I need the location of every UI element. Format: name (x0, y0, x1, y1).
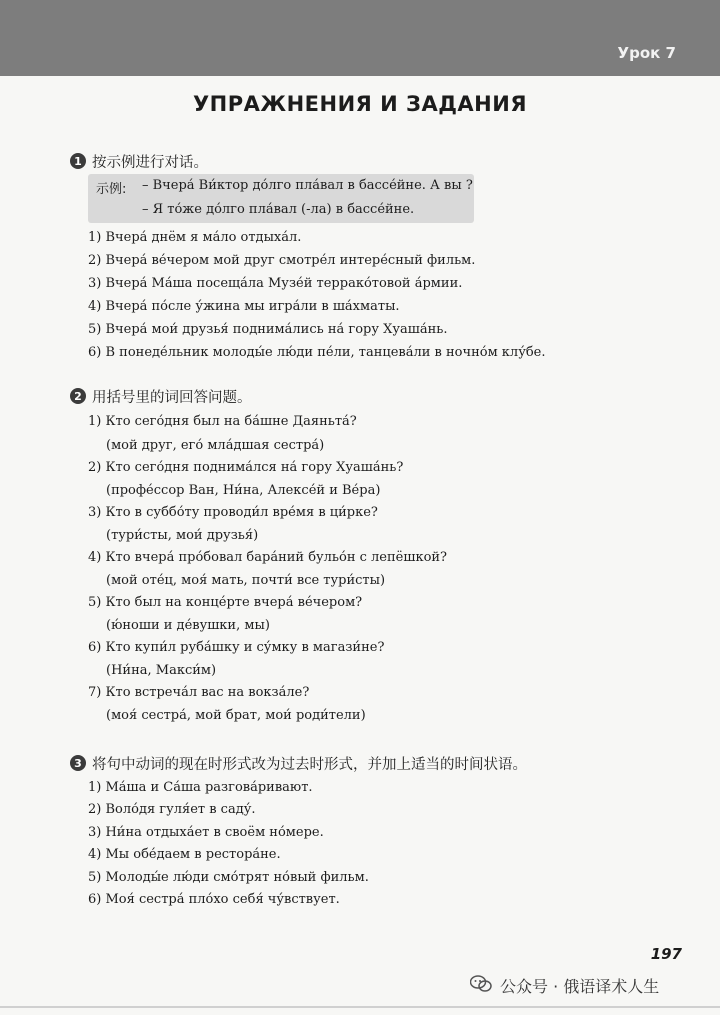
exercise-1-item: 1) Вчера́ днём я ма́ло отдыха́л. (88, 230, 302, 245)
exercise-instruction: 将句中动词的现在时形式改为过去时形式，并加上适当的时间状语。 (92, 756, 527, 773)
exercise-number-badge: 2 (70, 388, 86, 404)
exercise-3-item: 4) Мы обе́даем в рестора́не. (88, 847, 281, 862)
exercise-instruction: 按示例进行对话。 (92, 154, 208, 171)
exercise-3-item: 6) Моя́ сестра́ пло́хо себя́ чу́вствует. (88, 892, 340, 907)
exercise-1-item: 5) Вчера́ мои́ друзья́ поднима́лись на́ гору Хуаша́нь. (88, 322, 448, 337)
page-title: УПРАЖНЕНИЯ И ЗАДАНИЯ (192, 92, 527, 116)
exercise-3-item: 3) Ни́на отдыха́ет в своём но́мере. (88, 825, 324, 840)
page-number: 197 (650, 945, 682, 963)
exercise-2-answer: (Ни́на, Макси́м) (106, 663, 217, 678)
exercise-2-question: 7) Кто встреча́л вас на вокза́ле? (88, 685, 310, 700)
exercise-1-item: 3) Вчера́ Ма́ша посеща́ла Музе́й террако́товой а́рмии. (88, 276, 463, 291)
exercise-3-item: 1) Ма́ша и Са́ша разгова́ривают. (88, 780, 313, 795)
exercise-instruction: 用括号里的词回答问题。 (92, 389, 252, 406)
bottom-divider (0, 1006, 720, 1008)
exercise-number-badge: 1 (70, 153, 86, 169)
exercise-2-question: 3) Кто в суббо́ту проводи́л вре́мя в ци́рке? (88, 505, 378, 520)
wechat-icon (470, 975, 492, 997)
watermark-text: 公众号 · 俄语译术人生 (500, 977, 660, 996)
example-label: 示例: (96, 182, 127, 197)
example-line-2: – Я то́же до́лго пла́вал (-ла) в бассе́йне. (142, 202, 415, 217)
exercise-3-item: 5) Молоды́е лю́ди смо́трят но́вый фильм. (88, 870, 369, 885)
exercise-1-item: 2) Вчера́ ве́чером мой друг смотре́л интере́сный фильм. (88, 253, 476, 268)
exercise-2-question: 5) Кто был на конце́рте вчера́ ве́чером? (88, 595, 363, 610)
exercise-2-answer: (тури́сты, мои́ друзья́) (106, 528, 259, 543)
exercise-number-badge: 3 (70, 755, 86, 771)
exercise-3-item: 2) Воло́дя гуля́ет в саду́. (88, 802, 256, 817)
exercise-2-answer: (мой друг, его́ мла́дшая сестра́) (106, 438, 325, 453)
exercise-2-question: 2) Кто сего́дня поднима́лся на́ гору Хуаша́нь? (88, 460, 404, 475)
exercise-1-item: 4) Вчера́ по́сле у́жина мы игра́ли в ша́хматы. (88, 299, 400, 314)
exercise-2-answer: (ю́ноши и де́вушки, мы) (106, 618, 270, 633)
exercise-1-heading (70, 150, 670, 172)
exercise-2-answer: (профе́ссор Ван, Ни́на, Алексе́й и Ве́ра) (106, 483, 381, 498)
exercise-2-answer: (моя́ сестра́, мой брат, мои́ роди́тели) (106, 708, 366, 723)
exercise-1-item: 6) В понеде́льник молоды́е лю́ди пе́ли, танцева́ли в ночно́м клу́бе. (88, 345, 546, 360)
example-line-1: – Вчера́ Ви́ктор до́лго пла́вал в бассе́йне. А вы ? (142, 178, 473, 193)
exercise-2-answer: (мой оте́ц, моя́ мать, почти́ все тури́сты) (106, 573, 386, 588)
exercise-2-question: 6) Кто купи́л руба́шку и су́мку в магази́не? (88, 640, 385, 655)
exercise-3-heading (70, 752, 670, 774)
header-band (0, 0, 720, 76)
exercise-2-question: 4) Кто вчера́ про́бовал бара́ний бульо́н с лепёшкой? (88, 550, 448, 565)
exercise-2-question: 1) Кто сего́дня был на ба́шне Даяньта́? (88, 414, 357, 429)
exercise-2-heading (70, 385, 670, 407)
lesson-label: Урок 7 (617, 44, 676, 62)
watermark (470, 974, 659, 997)
